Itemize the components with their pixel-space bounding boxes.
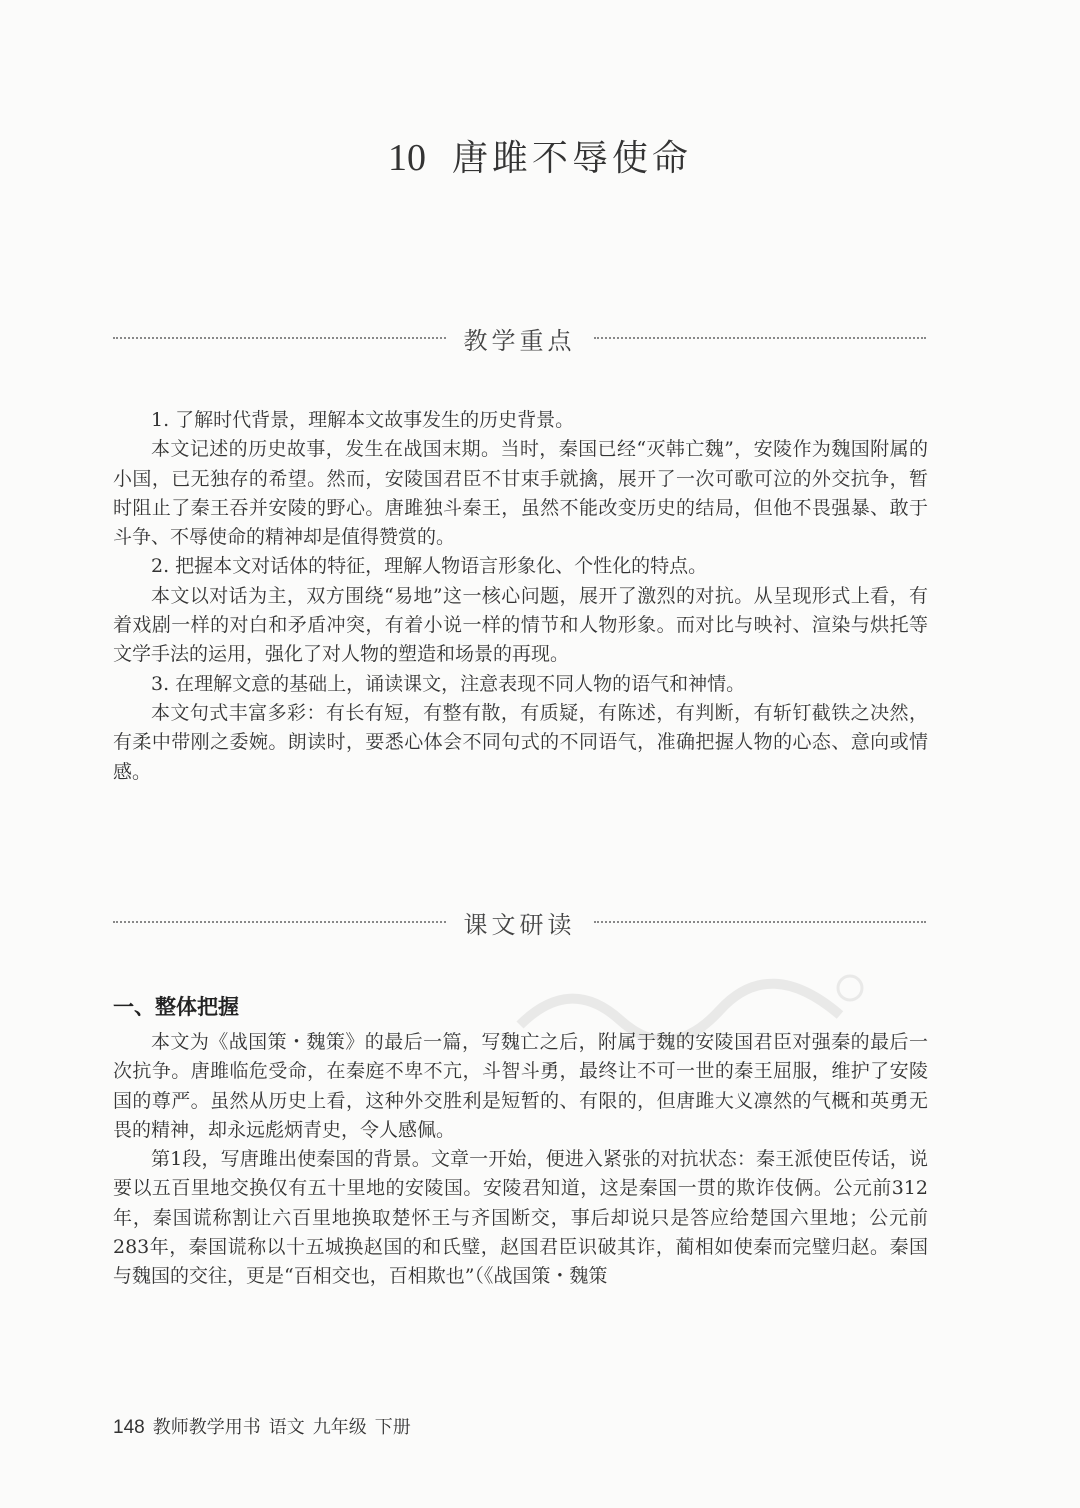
page-number: 148 (113, 1417, 145, 1438)
section-label-study: 课文研读 (463, 910, 576, 939)
page-footer (113, 1413, 411, 1439)
footer-book: 教师教学用书 (152, 1417, 261, 1438)
subheading-overall: 一、整体把握 (113, 995, 239, 1019)
section-divider-focus (113, 318, 926, 358)
section-label-focus: 教学重点 (463, 326, 576, 355)
dotted-rule-right (594, 921, 927, 923)
lesson-number: 10 (387, 137, 426, 179)
dotted-rule-left (113, 921, 446, 923)
footer-grade: 九年级 (312, 1417, 367, 1438)
study-paragraph: 第1段，写唐雎出使秦国的背景。文章一开始，便进入紧张的对抗状态：秦王派使臣传话，说要以五百里地交换仅有五十里地的安陵国。安陵君知道，这是秦国一贯的欺诈伎俩。公元前312年，秦国谎称割让六百里地换取楚怀王与齐国断交，事后却说只是答应给楚国六里地；公元前283年，秦国谎称以十五城换赵国的和氏璧，赵国君臣识破其诈，蔺相如使秦而完璧归赵。秦国与魏国的交往，更是“百相交也，百相欺也”（《战国策・魏策 (113, 1148, 928, 1288)
study-text (113, 1028, 928, 1292)
focus-paragraph: 本文以对话为主，双方围绕“易地”这一核心问题，展开了激烈的对抗。从呈现形式上看，有着戏剧一样的对白和矛盾冲突，有着小说一样的情节和人物形象。而对比与映衬、渲染与烘托等文学手法的运用，强化了对人物的塑造和场景的再现。 (113, 584, 928, 666)
lesson-title (0, 130, 1080, 181)
section-divider-study (113, 902, 926, 942)
footer-volume: 下册 (374, 1417, 411, 1438)
focus-item: 1. 了解时代背景，理解本文故事发生的历史背景。 (151, 409, 575, 431)
focus-paragraph: 本文句式丰富多彩：有长有短，有整有散，有质疑，有陈述，有判断，有斩钉截铁之决然，有柔中带刚之委婉。朗读时，要悉心体会不同句式的不同语气，准确把握人物的心态、意向或情感。 (113, 701, 928, 783)
focus-item: 2. 把握本文对话体的特征，理解人物语言形象化、个性化的特点。 (151, 555, 708, 578)
focus-text (113, 406, 928, 787)
focus-item: 3. 在理解文意的基础上，诵读课文，注意表现不同人物的语气和神情。 (151, 672, 746, 695)
footer-subject: 语文 (268, 1417, 305, 1438)
lesson-title-text: 唐雎不辱使命 (451, 138, 692, 179)
focus-paragraph: 本文记述的历史故事，发生在战国末期。当时，秦国已经“灭韩亡魏”，安陵作为魏国附属的小国，已无独存的希望。然而，安陵国君臣不甘束手就擒，展开了一次可歌可泣的外交抗争，暂时阻止了秦王吞并安陵的野心。唐雎独斗秦王，虽然不能改变历史的结局，但他不畏强暴、敢于斗争、不辱使命的精神却是值得赞赏的。 (113, 438, 928, 549)
study-paragraph: 本文为《战国策・魏策》的最后一篇，写魏亡之后，附属于魏的安陵国君臣对强秦的最后一次抗争。唐雎临危受命，在秦庭不卑不亢，斗智斗勇，最终让不可一世的秦王屈服，维护了安陵国的尊严。虽然从历史上看，这种外交胜利是短暂的、有限的，但唐雎大义凛然的气概和英勇无畏的精神，却永远彪炳青史，令人感佩。 (113, 1031, 928, 1141)
dotted-rule-left (113, 337, 446, 339)
dotted-rule-right (594, 337, 927, 339)
